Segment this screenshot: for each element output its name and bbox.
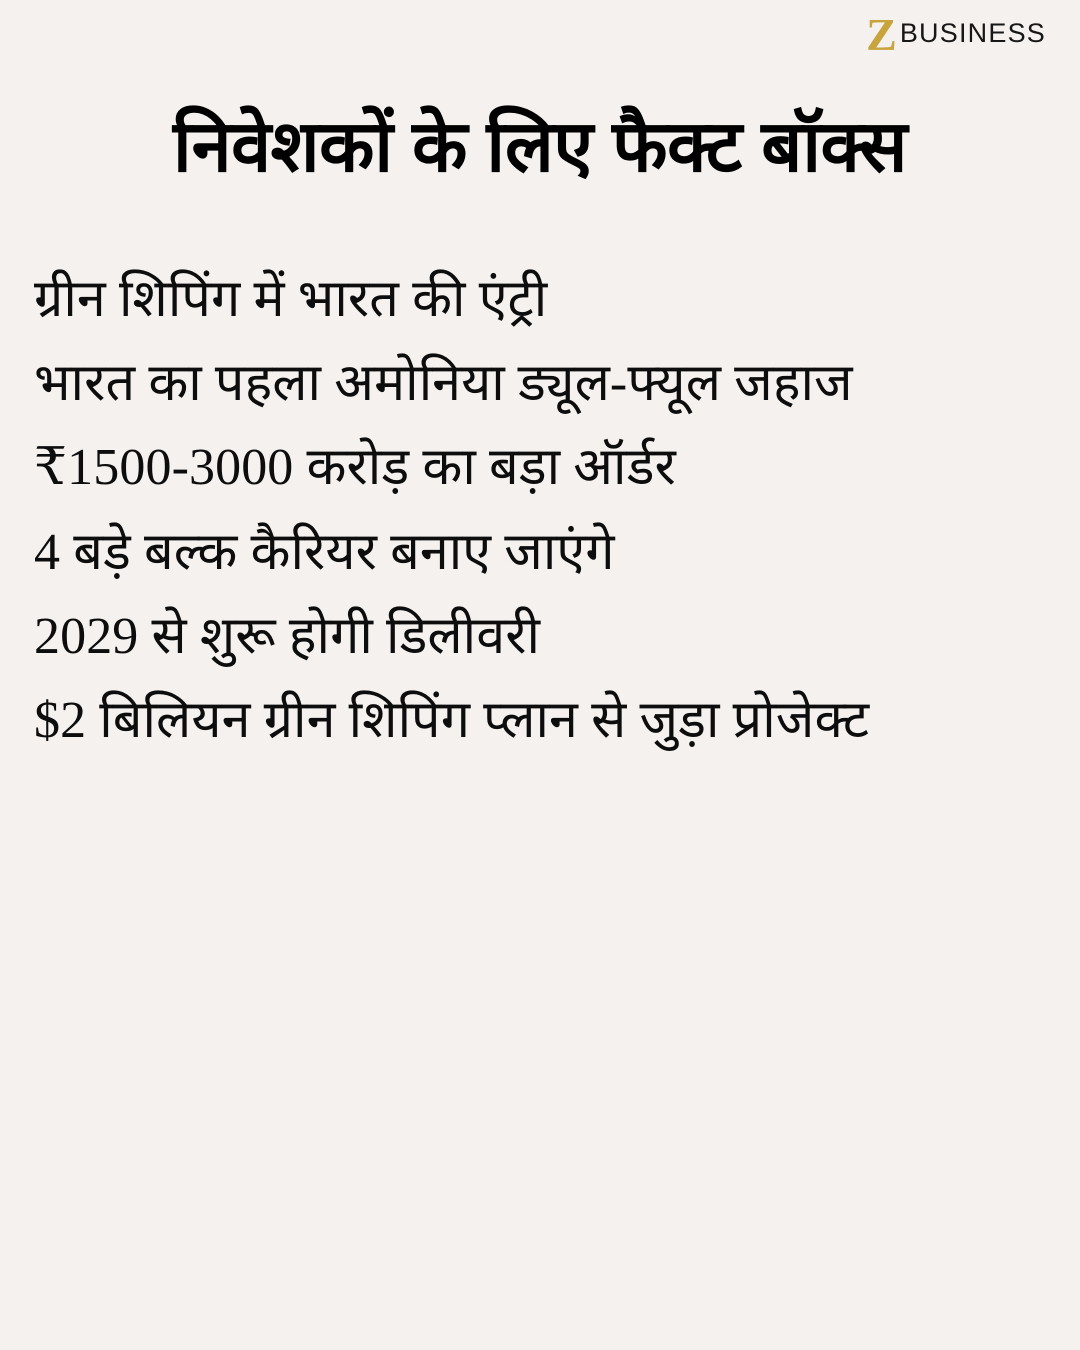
facts-list [34,258,1046,763]
list-item: $2 बिलियन ग्रीन शिपिंग प्लान से जुड़ा प्रोजेक्ट [34,692,870,750]
zee-business-logo [866,9,1046,60]
brand-name: BUSINESS [899,17,1046,48]
list-item: ग्रीन शिपिंग में भारत की एंट्री [34,271,548,328]
list-item: भारत का पहला अमोनिया ड्यूल-फ्यूल जहाज [34,355,853,413]
list-item: 4 बड़े बल्क कैरियर बनाए जाएंगे [34,523,615,581]
list-item: 2029 से शुरू होगी डिलीवरी [34,607,541,665]
list-item: ₹1500-3000 करोड़ का बड़ा ऑर्डर [34,439,676,497]
page-title: निवेशकों के लिए फैक्ट बॉक्स [173,107,907,188]
brand-mark-icon: Z [866,9,896,60]
